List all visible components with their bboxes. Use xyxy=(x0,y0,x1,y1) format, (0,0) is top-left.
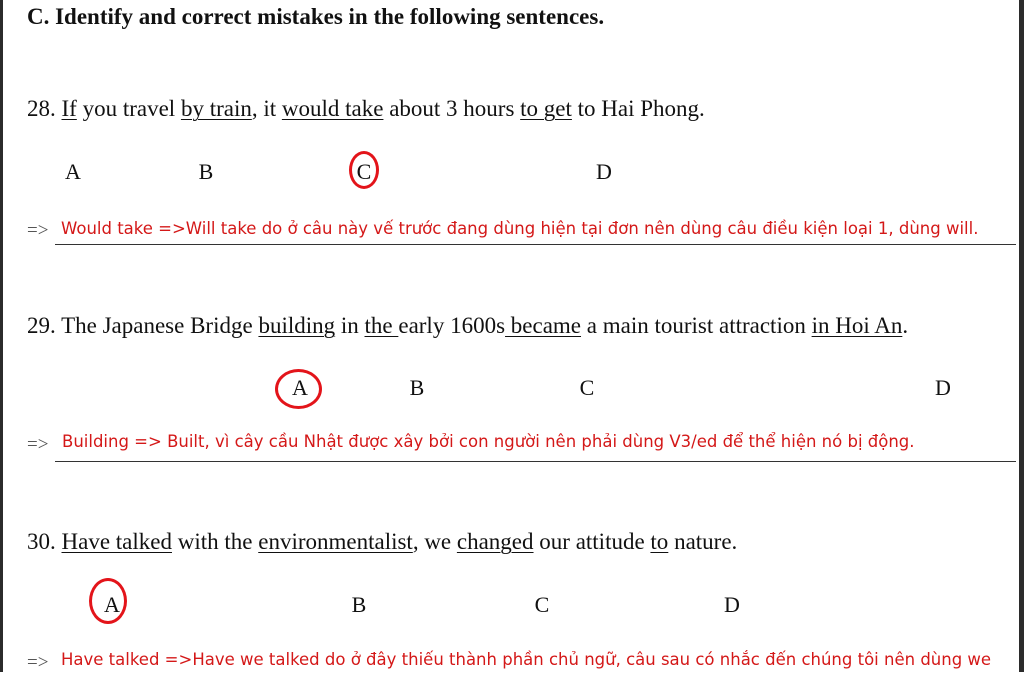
option-d: D xyxy=(935,375,951,400)
question-text xyxy=(62,529,738,554)
option-a: A xyxy=(292,375,308,400)
option-c: C xyxy=(534,592,550,617)
question-text xyxy=(61,313,908,338)
question-number: 30. xyxy=(27,529,56,554)
section-heading: C. Identify and correct mistakes in the following sentences. xyxy=(27,4,605,29)
sentence-text: nature. xyxy=(668,529,738,554)
answer-circle-mark xyxy=(349,151,379,189)
underlined-phrase: to xyxy=(650,529,669,554)
option-b: B xyxy=(409,375,425,400)
underlined-phrase: environmentalist xyxy=(258,529,413,554)
option-b: B xyxy=(198,159,214,184)
sentence-text: , it xyxy=(251,96,282,121)
answer-note-29: Building => Built, vì cây cầu Nhật được xây bởi con người nên phải dùng V3/ed để thể hiện nó bị động. xyxy=(62,432,915,451)
page-left-edge xyxy=(0,0,3,672)
answer-note-30: Have talked =>Have we talked do ở đây thiếu thành phần chủ ngữ, câu sau có nhắc đến chúng tôi nên dùng we xyxy=(61,650,992,669)
sentence-text: . xyxy=(902,313,909,338)
option-d: D xyxy=(724,592,740,617)
answer-line xyxy=(55,244,1016,245)
option-c: C xyxy=(356,159,372,184)
underlined-phrase: If xyxy=(61,96,77,121)
question-29-sentence xyxy=(27,313,908,339)
option-a: A xyxy=(65,159,81,184)
answer-circle-mark xyxy=(275,369,322,409)
option-a: A xyxy=(104,592,120,617)
answer-arrow: => xyxy=(27,652,49,673)
underlined-phrase: to get xyxy=(520,96,572,121)
answer-arrow: => xyxy=(27,220,49,241)
answer-arrow: => xyxy=(27,434,49,455)
question-number: 28. xyxy=(27,96,56,121)
underlined-phrase: building xyxy=(258,313,336,338)
option-c: C xyxy=(579,375,595,400)
question-number: 29. xyxy=(27,313,56,338)
sentence-text: with the xyxy=(171,529,259,554)
option-d: D xyxy=(596,159,612,184)
answer-circle-mark xyxy=(89,578,127,624)
sentence-text: our attitude xyxy=(533,529,651,554)
underlined-phrase: the xyxy=(364,313,399,338)
answer-note-28: Would take =>Will take do ở câu này vế trước đang dùng hiện tại đơn nên dùng câu điều kiện loại 1, dùng will. xyxy=(61,219,979,238)
sentence-text: to Hai Phong. xyxy=(571,96,705,121)
underlined-phrase: Have talked xyxy=(61,529,172,554)
underlined-phrase: by train xyxy=(180,96,252,121)
sentence-text: about 3 hours xyxy=(383,96,521,121)
sentence-text: The Japanese Bridge xyxy=(61,313,259,338)
answer-line xyxy=(55,461,1016,462)
sentence-text: you travel xyxy=(76,96,181,121)
underlined-phrase: changed xyxy=(456,529,534,554)
sentence-text: , we xyxy=(412,529,457,554)
underlined-phrase: in Hoi An xyxy=(811,313,903,338)
option-b: B xyxy=(351,592,367,617)
page-right-edge xyxy=(1019,0,1024,672)
sentence-text: early 1600s xyxy=(398,313,506,338)
sentence-text: in xyxy=(335,313,365,338)
sentence-text: a main tourist attraction xyxy=(581,313,812,338)
underlined-phrase: became xyxy=(505,313,582,338)
underlined-phrase: would take xyxy=(281,96,384,121)
question-30-sentence xyxy=(27,529,737,555)
question-28-sentence xyxy=(27,96,705,122)
question-text xyxy=(62,96,705,121)
